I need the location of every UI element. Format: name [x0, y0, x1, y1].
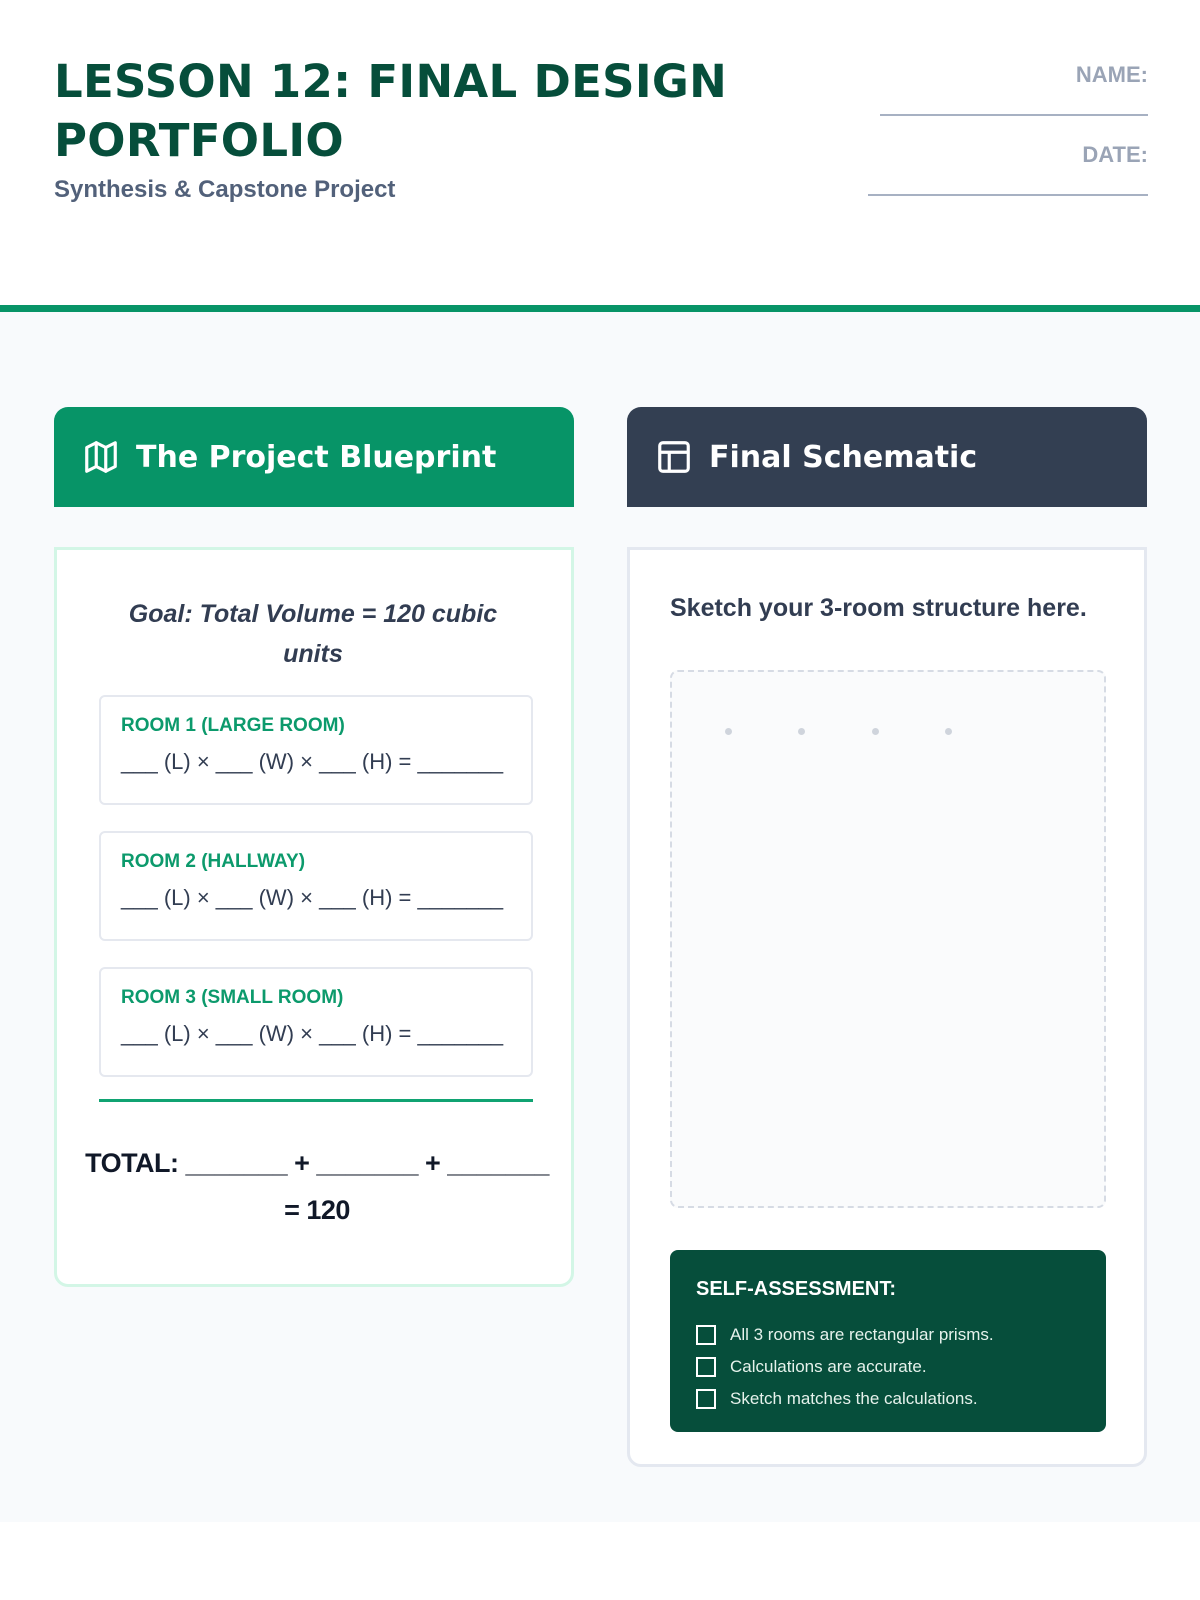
layout-icon [655, 438, 693, 476]
room-formula: ___ (L) × ___ (W) × ___ (H) = _______ [121, 885, 504, 910]
checkbox[interactable] [696, 1357, 716, 1377]
grid-dot [945, 728, 952, 735]
schematic-card [627, 547, 1147, 1467]
title-line-1: LESSON 12: FINAL DESIGN [54, 55, 728, 108]
sketch-prompt: Sketch your 3-room structure here. [670, 594, 1087, 622]
page-subtitle: Synthesis & Capstone Project [54, 176, 396, 203]
checklist-text: All 3 rooms are rectangular prisms. [730, 1325, 994, 1344]
page-footer [0, 1522, 1200, 1600]
total-divider [99, 1099, 533, 1102]
total-equation [77, 1140, 557, 1234]
page-title [54, 52, 774, 170]
schematic-title: Final Schematic [709, 439, 978, 475]
name-blank-line [880, 114, 1148, 116]
room-label: ROOM 2 (HALLWAY) [121, 851, 306, 872]
date-label: DATE: [1082, 142, 1148, 167]
checklist-item [696, 1319, 1106, 1351]
map-icon [82, 438, 120, 476]
grid-dot [872, 728, 879, 735]
total-line-1: TOTAL: _______ + _______ + _______ [85, 1148, 549, 1178]
checkbox[interactable] [696, 1389, 716, 1409]
checklist-item [696, 1351, 1106, 1383]
page-header [0, 0, 1200, 312]
blueprint-card [54, 547, 574, 1287]
room-3-box [99, 967, 533, 1077]
page-body [0, 312, 1200, 1522]
checkbox[interactable] [696, 1325, 716, 1345]
date-field [868, 142, 1148, 196]
room-1-box [99, 695, 533, 805]
goal-statement: Goal: Total Volume = 120 cubic units [128, 600, 498, 668]
grid-dot [725, 728, 732, 735]
schematic-header [627, 407, 1147, 507]
sketch-area[interactable] [670, 670, 1106, 1208]
name-label: NAME: [1075, 62, 1148, 87]
room-formula: ___ (L) × ___ (W) × ___ (H) = _______ [121, 1021, 504, 1046]
total-line-2: = 120 [284, 1195, 350, 1225]
room-2-box [99, 831, 533, 941]
checklist-text: Calculations are accurate. [730, 1357, 927, 1376]
self-assessment-title: SELF-ASSESSMENT: [696, 1278, 897, 1300]
title-line-2: PORTFOLIO [54, 114, 344, 167]
room-label: ROOM 3 (SMALL ROOM) [121, 987, 344, 1008]
grid-dot [798, 728, 805, 735]
date-blank-line [868, 194, 1148, 196]
name-field [880, 62, 1148, 116]
self-assessment-box [670, 1250, 1106, 1432]
room-formula: ___ (L) × ___ (W) × ___ (H) = _______ [121, 749, 504, 774]
checklist-item [696, 1383, 1106, 1415]
room-label: ROOM 1 (LARGE ROOM) [121, 715, 345, 736]
blueprint-header [54, 407, 574, 507]
blueprint-title: The Project Blueprint [136, 439, 497, 475]
checklist-text: Sketch matches the calculations. [730, 1389, 978, 1408]
